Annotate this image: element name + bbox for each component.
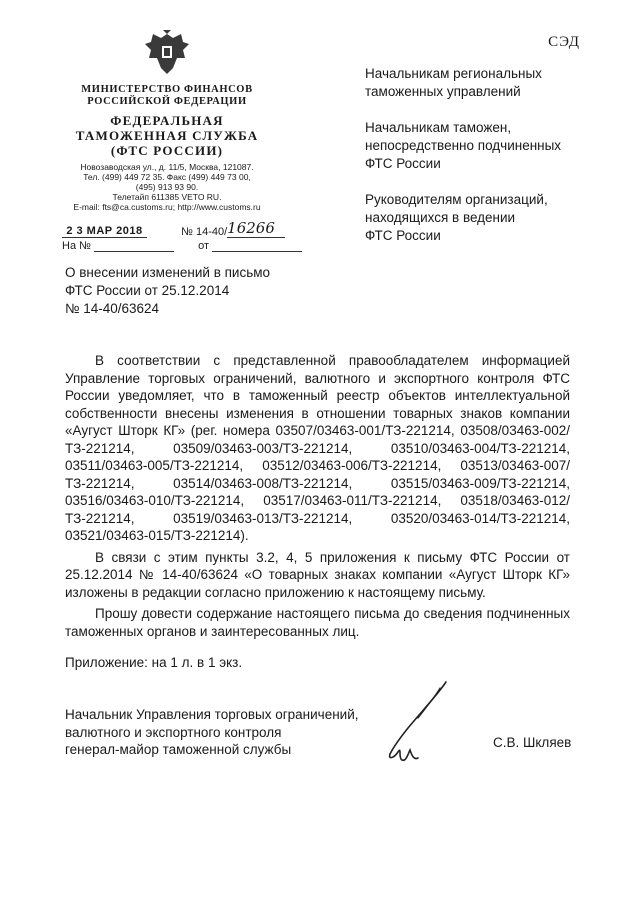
recipient-line: находящихся в ведении bbox=[365, 210, 516, 225]
contact-teletype: Телетайп 611385 VETO RU. bbox=[112, 192, 222, 202]
recipient-line: таможенных управлений bbox=[365, 84, 521, 99]
signatory-title-line: валютного и экспортного контроля bbox=[65, 724, 282, 740]
ministry-line-2: РОССИЙСКОЙ ФЕДЕРАЦИИ bbox=[87, 96, 247, 107]
recipient-line: непосредственно подчиненных bbox=[365, 138, 562, 153]
outgoing-number-handwritten: 16266 bbox=[227, 219, 285, 238]
contact-phone-fax: Тел. (499) 449 72 35. Факс (499) 449 73 00, bbox=[83, 172, 251, 182]
contact-phone-2: (495) 913 93 90. bbox=[135, 182, 199, 192]
registration-line bbox=[62, 219, 285, 238]
subject-line: № 14-40/63624 bbox=[65, 301, 160, 316]
reference-from-label: от bbox=[198, 240, 210, 252]
reference-label: На № bbox=[62, 240, 91, 252]
handwritten-signature bbox=[368, 680, 468, 770]
ministry-line-1: МИНИСТЕРСТВО ФИНАНСОВ bbox=[81, 84, 253, 95]
attachment-note: Приложение: на 1 л. в 1 экз. bbox=[65, 655, 243, 670]
recipient-organizations bbox=[365, 191, 595, 245]
recipient-line: Руководителям организаций, bbox=[365, 192, 548, 207]
service-line-1: ФЕДЕРАЛЬНАЯ bbox=[110, 113, 224, 128]
document-mark: СЭД bbox=[548, 34, 580, 50]
signatory-name: С.В. Шкляев bbox=[493, 735, 572, 750]
recipient-line: ФТС России bbox=[365, 156, 441, 171]
body-paragraph-2: В связи с этим пункты 3.2, 4, 5 приложения к письму ФТС России от 25.12.2014 № 14-40/63624 «О товарных знаках компании «Аугуст Шторк КГ» изложены в редакции согласно приложению к настоящему письму. bbox=[65, 549, 570, 600]
recipient-line: Начальникам таможен, bbox=[365, 120, 512, 135]
subject-line: О внесении изменений в письмо bbox=[65, 265, 271, 280]
recipient-line: Начальникам региональных bbox=[365, 66, 542, 81]
body-paragraph-3: Прошу довести содержание настоящего письма до сведения подчиненных таможенных органов и заинтересованных лиц. bbox=[65, 606, 570, 639]
contact-address: Новозаводская ул., д. 11/5, Москва, 121087. bbox=[80, 162, 254, 172]
subject-block bbox=[65, 264, 285, 318]
outgoing-number-prefix: № 14-40/ bbox=[181, 226, 228, 238]
signatory-title-line: Начальник Управления торговых ограничений, bbox=[65, 707, 359, 722]
recipient-line: ФТС России bbox=[365, 228, 441, 243]
letter-body bbox=[65, 352, 570, 640]
recipient-customs bbox=[365, 119, 595, 173]
state-emblem-icon bbox=[143, 28, 191, 78]
recipient-regional bbox=[365, 65, 595, 101]
reference-date-blank bbox=[212, 251, 302, 252]
subject-line: ФТС России от 25.12.2014 bbox=[65, 283, 230, 298]
body-paragraph-1: В соответствии с представленной правообладателем информацией Управление торговых ограничений, валютного и экспортного контроля ФТС России уведомляет, что в таможенный реестр объектов интеллектуальной собственности внесены изменения в отношении товарных знаков компании «Аугуст Шторк КГ» (рег. номера 03507/03463-001/ТЗ-221214, 03508/03463-002/ТЗ-221214, 03509/03463-003/ТЗ-221214, 03510/03463-004/ТЗ-221214, 03511/03463-005/ТЗ-221214, 03512/03463-006/ТЗ-221214, 03513/03463-007/ТЗ-221214, 03514/03463-008/ТЗ-221214, 03515/03463-009/ТЗ-221214, 03516/03463-010/ТЗ-221214, 03517/03463-011/ТЗ-221214, 03518/03463-012/ТЗ-221214, 03519/03463-013/ТЗ-221214, 03520/03463-014/ТЗ-221214, 03521/03463-015/ТЗ-221214). bbox=[65, 353, 570, 543]
contact-email-web: E-mail: fts@ca.customs.ru; http://www.customs.ru bbox=[73, 202, 261, 212]
reference-blank bbox=[94, 251, 174, 252]
date-stamp: 2 3 МАР 2018 bbox=[62, 225, 147, 238]
recipients-block bbox=[365, 65, 595, 263]
signatory-title-line: генерал-майор таможенной службы bbox=[65, 742, 292, 757]
service-line-2: ТАМОЖЕННАЯ СЛУЖБА bbox=[75, 128, 259, 143]
service-line-3: (ФТС РОССИИ) bbox=[110, 143, 224, 158]
reference-line bbox=[62, 240, 302, 252]
signatory-title bbox=[65, 706, 365, 759]
